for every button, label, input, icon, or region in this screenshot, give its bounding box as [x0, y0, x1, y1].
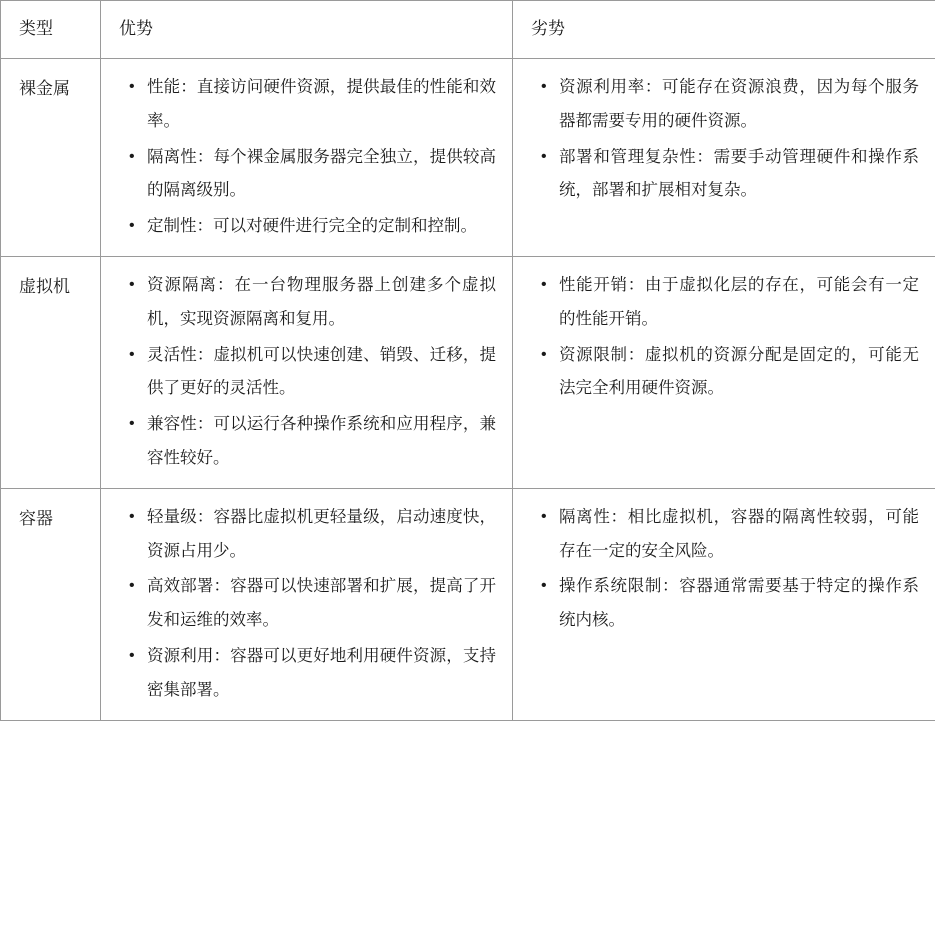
row-pros-cell [101, 488, 513, 720]
header-label-pros: 优势 [119, 19, 153, 38]
pros-list [101, 59, 512, 256]
bullet-icon: • [541, 275, 547, 293]
list-item [129, 339, 496, 407]
list-item-text: 隔离性：每个裸金属服务器完全独立，提供较高的隔离级别。 [147, 147, 496, 200]
list-item-text: 资源隔离：在一台物理服务器上创建多个虚拟机，实现资源隔离和复用。 [147, 275, 496, 328]
bullet-icon: • [129, 647, 135, 665]
list-item [129, 640, 496, 708]
row-type-cell [1, 58, 101, 256]
list-item [129, 269, 496, 337]
bullet-icon: • [129, 77, 135, 95]
list-item-text: 定制性：可以对硬件进行完全的定制和控制。 [147, 217, 477, 236]
list-item [129, 141, 496, 209]
list-item-text: 灵活性：虚拟机可以快速创建、销毁、迁移，提供了更好的灵活性。 [147, 345, 496, 398]
list-item-text: 资源限制：虚拟机的资源分配是固定的，可能无法完全利用硬件资源。 [559, 345, 919, 398]
bullet-icon: • [129, 275, 135, 293]
list-item [129, 570, 496, 638]
header-label-type: 类型 [19, 19, 53, 38]
list-item [541, 570, 919, 638]
cons-list [513, 489, 935, 650]
table-body [1, 58, 935, 720]
list-item-text: 兼容性：可以运行各种操作系统和应用程序，兼容性较好。 [147, 415, 496, 468]
bullet-icon: • [129, 415, 135, 433]
row-type-cell [1, 488, 101, 720]
bullet-icon: • [541, 577, 547, 595]
header-label-cons: 劣势 [531, 19, 565, 38]
row-cons-cell [513, 256, 935, 488]
list-item-text: 高效部署：容器可以快速部署和扩展，提高了开发和运维的效率。 [147, 577, 496, 630]
pros-list [101, 257, 512, 488]
list-item [129, 210, 496, 244]
row-type-cell [1, 256, 101, 488]
row-type-label: 容器 [19, 508, 53, 528]
list-item-text: 隔离性：相比虚拟机，容器的隔离性较弱，可能存在一定的安全风险。 [559, 507, 919, 560]
list-item [129, 408, 496, 476]
bullet-icon: • [129, 345, 135, 363]
header-cell-type [1, 1, 101, 59]
bullet-icon: • [129, 217, 135, 235]
cons-list [513, 59, 935, 220]
list-item-text: 部署和管理复杂性：需要手动管理硬件和操作系统，部署和扩展相对复杂。 [559, 147, 919, 200]
bullet-icon: • [541, 147, 547, 165]
list-item [541, 141, 919, 209]
cons-list [513, 257, 935, 418]
bullet-icon: • [541, 77, 547, 95]
table-row [1, 256, 935, 488]
list-item-text: 资源利用率：可能存在资源浪费，因为每个服务器都需要专用的硬件资源。 [559, 77, 919, 130]
row-cons-cell [513, 488, 935, 720]
bullet-icon: • [129, 147, 135, 165]
bullet-icon: • [129, 507, 135, 525]
table-row [1, 58, 935, 256]
list-item-text: 轻量级：容器比虚拟机更轻量级，启动速度快，资源占用少。 [147, 507, 496, 560]
row-pros-cell [101, 58, 513, 256]
list-item-text: 操作系统限制：容器通常需要基于特定的操作系统内核。 [559, 577, 919, 630]
row-pros-cell [101, 256, 513, 488]
pros-list [101, 489, 512, 720]
header-cell-pros [101, 1, 513, 59]
row-type-label: 虚拟机 [19, 276, 70, 296]
bullet-icon: • [129, 577, 135, 595]
table-header [1, 1, 935, 59]
row-cons-cell [513, 58, 935, 256]
header-cell-cons [513, 1, 935, 59]
row-type-label: 裸金属 [19, 78, 70, 98]
list-item [129, 71, 496, 139]
list-item-text: 性能开销：由于虚拟化层的存在，可能会有一定的性能开销。 [559, 275, 919, 328]
list-item [541, 501, 919, 569]
bullet-icon: • [541, 507, 547, 525]
list-item-text: 性能：直接访问硬件资源，提供最佳的性能和效率。 [147, 77, 496, 130]
bullet-icon: • [541, 345, 547, 363]
list-item-text: 资源利用：容器可以更好地利用硬件资源，支持密集部署。 [147, 647, 496, 699]
list-item [129, 501, 496, 569]
table-header-row [1, 1, 935, 59]
list-item [541, 339, 919, 407]
table-row [1, 488, 935, 720]
list-item [541, 71, 919, 139]
list-item [541, 269, 919, 337]
